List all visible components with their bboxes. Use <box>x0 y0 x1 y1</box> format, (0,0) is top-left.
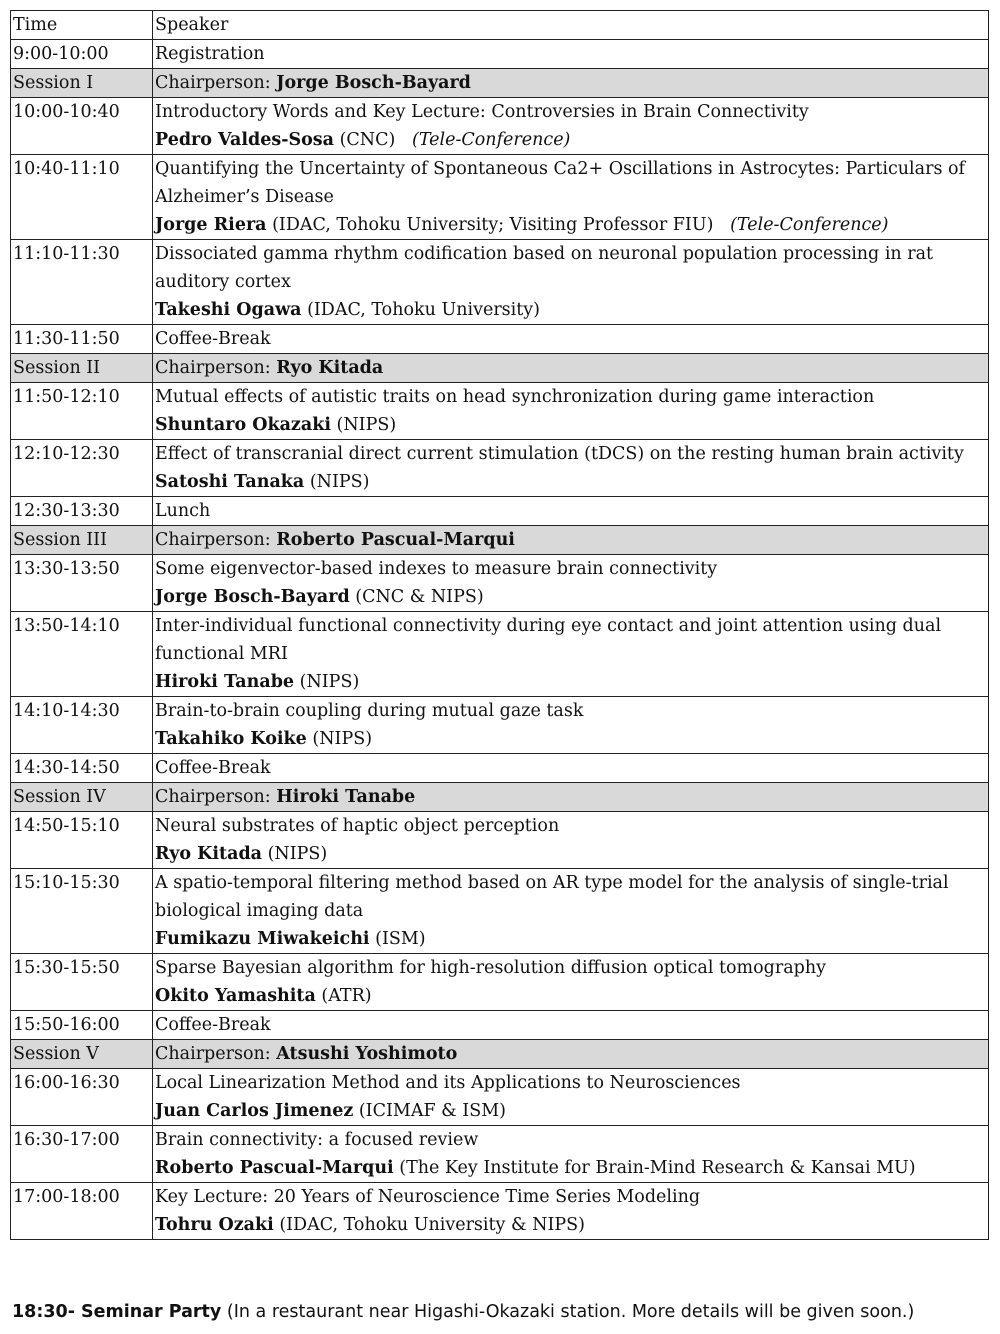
speaker-name: Roberto Pascual-Marqui <box>155 1158 394 1178</box>
speaker-cell <box>153 754 989 783</box>
speaker-line <box>155 725 986 753</box>
speaker-cell <box>153 1040 989 1069</box>
speaker-affiliation: (IDAC, Tohoku University; Visiting Professor FIU) <box>266 215 714 235</box>
chairperson-name: Jorge Bosch-Bayard <box>276 73 471 93</box>
speaker-affiliation: (CNC & NIPS) <box>349 587 484 607</box>
speaker-cell <box>153 155 989 240</box>
chairperson-label: Chairperson: <box>155 73 277 93</box>
time-slot: 14:10-14:30 <box>11 697 153 754</box>
speaker-line <box>155 925 986 953</box>
chairperson-name: Roberto Pascual-Marqui <box>276 530 515 550</box>
speaker-cell <box>153 812 989 869</box>
speaker-line <box>155 668 986 696</box>
talk-title: Local Linearization Method and its Applications to Neurosciences <box>155 1073 741 1093</box>
speaker-affiliation: (NIPS) <box>330 415 397 435</box>
speaker-line <box>155 296 986 324</box>
chairperson-name: Hiroki Tanabe <box>276 787 416 807</box>
talk-row <box>11 440 989 497</box>
header-row <box>11 11 989 40</box>
session-row <box>11 783 989 812</box>
talk-title: Mutual effects of autistic traits on head synchronization during game interaction <box>155 387 875 407</box>
time-slot: 11:50-12:10 <box>11 383 153 440</box>
talk-title: Neural substrates of haptic object perception <box>155 816 560 836</box>
speaker-cell <box>153 325 989 354</box>
speaker-cell <box>153 40 989 69</box>
speaker-line <box>155 211 986 239</box>
talk-title: Introductory Words and Key Lecture: Controversies in Brain Connectivity <box>155 102 809 122</box>
session-row <box>11 69 989 98</box>
session-row <box>11 354 989 383</box>
chairperson-name: Atsushi Yoshimoto <box>276 1044 458 1064</box>
session-row <box>11 1040 989 1069</box>
talk-row <box>11 954 989 1011</box>
session-row <box>11 526 989 555</box>
speaker-cell <box>153 354 989 383</box>
time-slot: 13:30-13:50 <box>11 555 153 612</box>
header-speaker: Speaker <box>153 11 989 40</box>
speaker-cell <box>153 954 989 1011</box>
time-slot: 14:30-14:50 <box>11 754 153 783</box>
talk-title: Effect of transcranial direct current stimulation (tDCS) on the resting human brain activity <box>155 444 964 464</box>
speaker-cell <box>153 612 989 697</box>
chairperson-label: Chairperson: <box>155 1044 277 1064</box>
seminar-party-note <box>12 1298 992 1326</box>
speaker-affiliation: (NIPS) <box>294 672 360 692</box>
talk-row <box>11 155 989 240</box>
talk-title: A spatio-temporal filtering method based on AR type model for the analysis of single-trial <box>155 873 949 893</box>
break-row <box>11 754 989 783</box>
speaker-cell <box>153 497 989 526</box>
speaker-cell <box>153 240 989 325</box>
speaker-affiliation: (NIPS) <box>262 844 328 864</box>
talk-title: Key Lecture: 20 Years of Neuroscience Time Series Modeling <box>155 1187 701 1207</box>
talk-row <box>11 383 989 440</box>
talk-title: Some eigenvector-based indexes to measure brain connectivity <box>155 559 718 579</box>
speaker-line <box>155 1097 986 1125</box>
speaker-line <box>155 982 986 1010</box>
speaker-name: Takahiko Koike <box>155 729 307 749</box>
speaker-affiliation: (NIPS) <box>306 729 373 749</box>
speaker-line <box>155 840 986 868</box>
speaker-cell <box>153 69 989 98</box>
time-slot: 10:40-11:10 <box>11 155 153 240</box>
speaker-name: Okito Yamashita <box>155 986 316 1006</box>
speaker-line <box>155 468 986 496</box>
talk-title: Brain connectivity: a focused review <box>155 1130 479 1150</box>
talk-title: Quantifying the Uncertainty of Spontaneous Ca2+ Oscillations in Astrocytes: Particulars of <box>155 159 965 179</box>
talk-title: Brain-to-brain coupling during mutual gaze task <box>155 701 584 721</box>
speaker-name: Satoshi Tanaka <box>155 472 305 492</box>
talk-title: biological imaging data <box>155 901 364 921</box>
speaker-affiliation: (ATR) <box>315 986 372 1006</box>
speaker-affiliation: (ISM) <box>369 929 426 949</box>
time-slot: 15:30-15:50 <box>11 954 153 1011</box>
time-slot: 12:30-13:30 <box>11 497 153 526</box>
event-label: Coffee-Break <box>155 758 271 778</box>
session-label: Session IV <box>11 783 153 812</box>
time-slot: 16:30-17:00 <box>11 1126 153 1183</box>
session-label: Session II <box>11 354 153 383</box>
speaker-affiliation: (IDAC, Tohoku University & NIPS) <box>273 1215 585 1235</box>
talk-row <box>11 1126 989 1183</box>
speaker-cell <box>153 98 989 155</box>
speaker-cell <box>153 383 989 440</box>
speaker-name: Jorge Bosch-Bayard <box>155 587 350 607</box>
talk-title: Sparse Bayesian algorithm for high-resolution diffusion optical tomography <box>155 958 827 978</box>
break-row <box>11 497 989 526</box>
speaker-name: Shuntaro Okazaki <box>155 415 331 435</box>
header-time: Time <box>11 11 153 40</box>
event-label: Coffee-Break <box>155 329 271 349</box>
talk-row <box>11 869 989 954</box>
tele-conference-note: (Tele-Conference) <box>730 215 889 235</box>
note-gap <box>395 130 412 150</box>
event-label: Registration <box>155 44 265 64</box>
talk-row <box>11 1183 989 1240</box>
speaker-affiliation: (CNC) <box>334 130 396 150</box>
talk-row <box>11 612 989 697</box>
speaker-name: Hiroki Tanabe <box>155 672 295 692</box>
event-label: Coffee-Break <box>155 1015 271 1035</box>
talk-row <box>11 555 989 612</box>
speaker-name: Pedro Valdes-Sosa <box>155 130 334 150</box>
break-row <box>11 325 989 354</box>
speaker-cell <box>153 1011 989 1040</box>
speaker-cell <box>153 1183 989 1240</box>
chairperson-name: Ryo Kitada <box>276 358 384 378</box>
time-slot: 16:00-16:30 <box>11 1069 153 1126</box>
time-slot: 10:00-10:40 <box>11 98 153 155</box>
talk-title: Inter-individual functional connectivity during eye contact and joint attention using dual <box>155 616 942 636</box>
speaker-line <box>155 1154 986 1182</box>
session-label: Session I <box>11 69 153 98</box>
speaker-cell <box>153 869 989 954</box>
speaker-line <box>155 411 986 439</box>
time-slot: 11:10-11:30 <box>11 240 153 325</box>
speaker-cell <box>153 783 989 812</box>
speaker-line <box>155 126 986 154</box>
time-slot: 13:50-14:10 <box>11 612 153 697</box>
break-row <box>11 1011 989 1040</box>
time-slot: 17:00-18:00 <box>11 1183 153 1240</box>
speaker-line <box>155 583 986 611</box>
speaker-line <box>155 1211 986 1239</box>
talk-title: functional MRI <box>155 644 288 664</box>
event-label: Lunch <box>155 501 211 521</box>
time-slot: 15:50-16:00 <box>11 1011 153 1040</box>
talk-row <box>11 1069 989 1126</box>
talk-row <box>11 98 989 155</box>
time-slot: 12:10-12:30 <box>11 440 153 497</box>
session-label: Session V <box>11 1040 153 1069</box>
speaker-cell <box>153 555 989 612</box>
time-slot: 15:10-15:30 <box>11 869 153 954</box>
chairperson-label: Chairperson: <box>155 358 277 378</box>
speaker-affiliation: (NIPS) <box>304 472 370 492</box>
speaker-affiliation: (ICIMAF & ISM) <box>353 1101 506 1121</box>
time-slot: 11:30-11:50 <box>11 325 153 354</box>
speaker-name: Tohru Ozaki <box>155 1215 274 1235</box>
chairperson-label: Chairperson: <box>155 530 277 550</box>
break-row <box>11 40 989 69</box>
talk-row <box>11 697 989 754</box>
speaker-cell <box>153 697 989 754</box>
speaker-cell <box>153 440 989 497</box>
speaker-name: Fumikazu Miwakeichi <box>155 929 370 949</box>
footer-bold: 18:30- Seminar Party <box>12 1302 222 1322</box>
speaker-name: Ryo Kitada <box>155 844 263 864</box>
talk-row <box>11 812 989 869</box>
tele-conference-note: (Tele-Conference) <box>412 130 571 150</box>
speaker-name: Juan Carlos Jimenez <box>155 1101 354 1121</box>
chairperson-label: Chairperson: <box>155 787 277 807</box>
talk-title: Dissociated gamma rhythm codification based on neuronal population processing in rat <box>155 244 934 264</box>
speaker-cell <box>153 526 989 555</box>
speaker-cell <box>153 1126 989 1183</box>
talk-title: Alzheimer’s Disease <box>155 187 334 207</box>
schedule-table <box>10 10 989 1240</box>
time-slot: 9:00-10:00 <box>11 40 153 69</box>
speaker-affiliation: (The Key Institute for Brain-Mind Research & Kansai MU) <box>393 1158 916 1178</box>
talk-title: auditory cortex <box>155 272 291 292</box>
note-gap <box>713 215 730 235</box>
session-label: Session III <box>11 526 153 555</box>
speaker-name: Takeshi Ogawa <box>155 300 302 320</box>
time-slot: 14:50-15:10 <box>11 812 153 869</box>
speaker-cell <box>153 1069 989 1126</box>
talk-row <box>11 240 989 325</box>
schedule-body <box>11 11 989 1240</box>
speaker-name: Jorge Riera <box>155 215 267 235</box>
footer-detail: (In a restaurant near Higashi-Okazaki station. More details will be given soon.) <box>221 1302 915 1322</box>
speaker-affiliation: (IDAC, Tohoku University) <box>301 300 541 320</box>
